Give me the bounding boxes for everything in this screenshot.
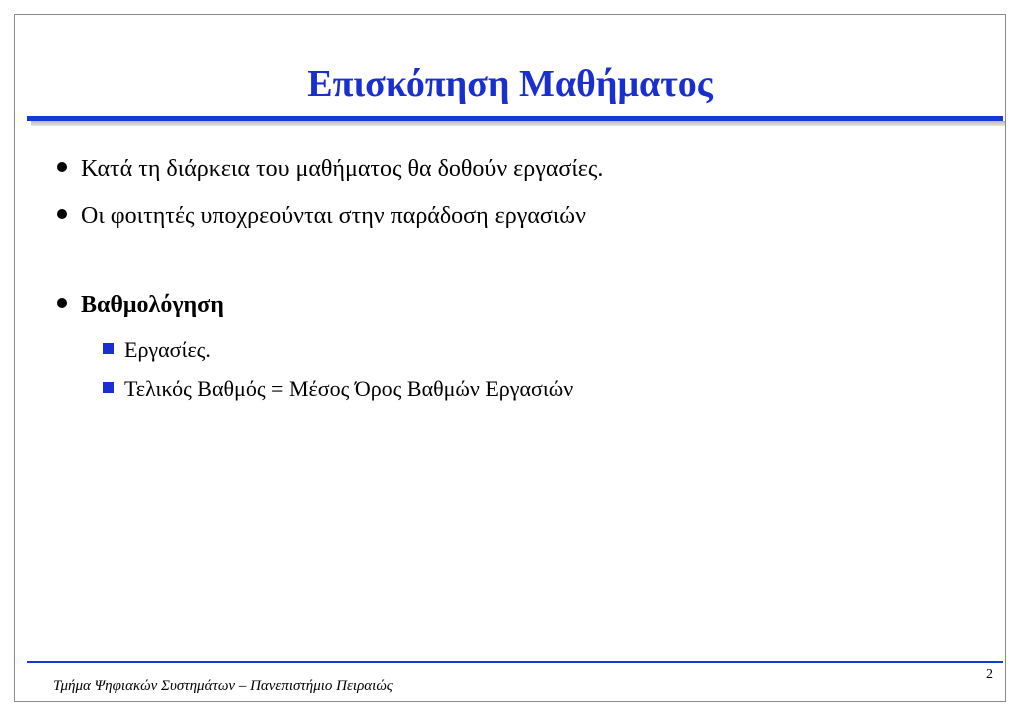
page-number: 2 xyxy=(986,667,993,682)
bullet-text-bold: Βαθμολόγηση xyxy=(81,292,224,318)
slide xyxy=(14,14,1006,702)
bullet-text: Κατά τη διάρκεια του μαθήματος θα δοθούν εργασίες. xyxy=(81,156,604,182)
square-bullet-icon xyxy=(103,343,114,354)
square-bullet-icon xyxy=(103,382,114,393)
bullet-item xyxy=(57,204,586,228)
slide-title: Επισκόπηση Μαθήματος xyxy=(307,63,713,105)
bullet-item xyxy=(57,157,603,181)
sub-bullet-text: Τελικός Βαθμός = Μέσος Όρος Βαθμών Εργασιών xyxy=(124,376,574,401)
footer-divider xyxy=(27,661,1003,663)
bullet-text: Οι φοιτητές υποχρεούνται στην παράδοση εργασιών xyxy=(81,203,586,229)
bullet-dot-icon xyxy=(57,162,67,172)
bullet-item xyxy=(57,293,224,317)
bullet-dot-icon xyxy=(57,209,67,219)
bullet-dot-icon xyxy=(57,298,67,308)
sub-bullet-item xyxy=(103,339,211,361)
footer-text: Τμήμα Ψηφιακών Συστημάτων – Πανεπιστήμιο Πειραιώς xyxy=(53,678,393,694)
sub-bullet-item xyxy=(103,378,573,400)
title-divider-shadow xyxy=(31,121,1005,126)
sub-bullet-text: Εργασίες. xyxy=(124,337,211,362)
